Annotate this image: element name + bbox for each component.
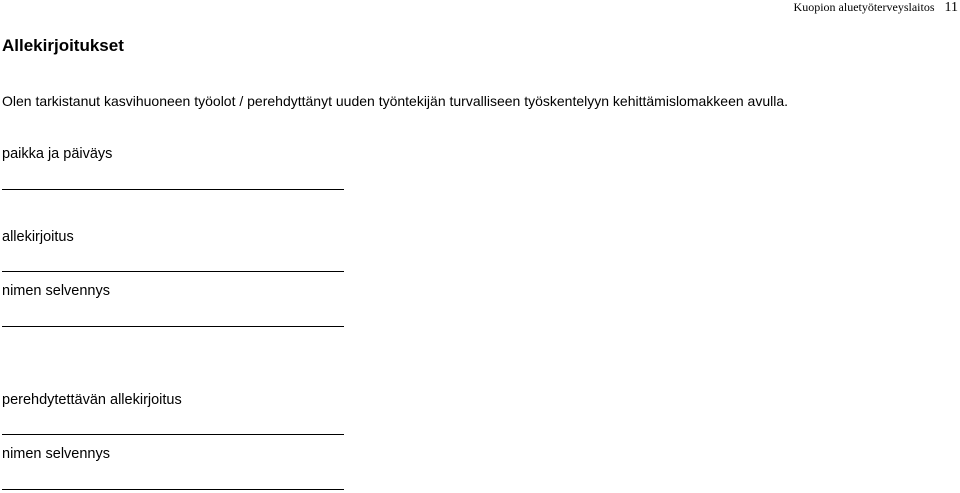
trainee-signature-line[interactable]: [2, 434, 344, 435]
place-date-line[interactable]: [2, 189, 344, 190]
signature-line[interactable]: [2, 271, 344, 272]
signature-label: allekirjoitus: [2, 229, 74, 245]
trainee-signature-label: perehdytettävän allekirjoitus: [2, 392, 182, 408]
trainee-name-clarification-label: nimen selvennys: [2, 446, 110, 462]
name-clarification-label: nimen selvennys: [2, 283, 110, 299]
trainee-name-clarification-line[interactable]: [2, 489, 344, 490]
page-header: [794, 0, 958, 16]
organization-name: Kuopion aluetyöterveyslaitos: [793, 0, 935, 14]
page-number: 11: [944, 0, 958, 15]
page-title: Allekirjoitukset: [2, 36, 124, 55]
statement-text: Olen tarkistanut kasvihuoneen työolot / perehdyttänyt uuden työntekijän turvalliseen työskentelyyn kehittämislomakkeen avulla.: [2, 93, 789, 109]
place-date-label: paikka ja päiväys: [2, 146, 113, 162]
name-clarification-line[interactable]: [2, 326, 344, 327]
